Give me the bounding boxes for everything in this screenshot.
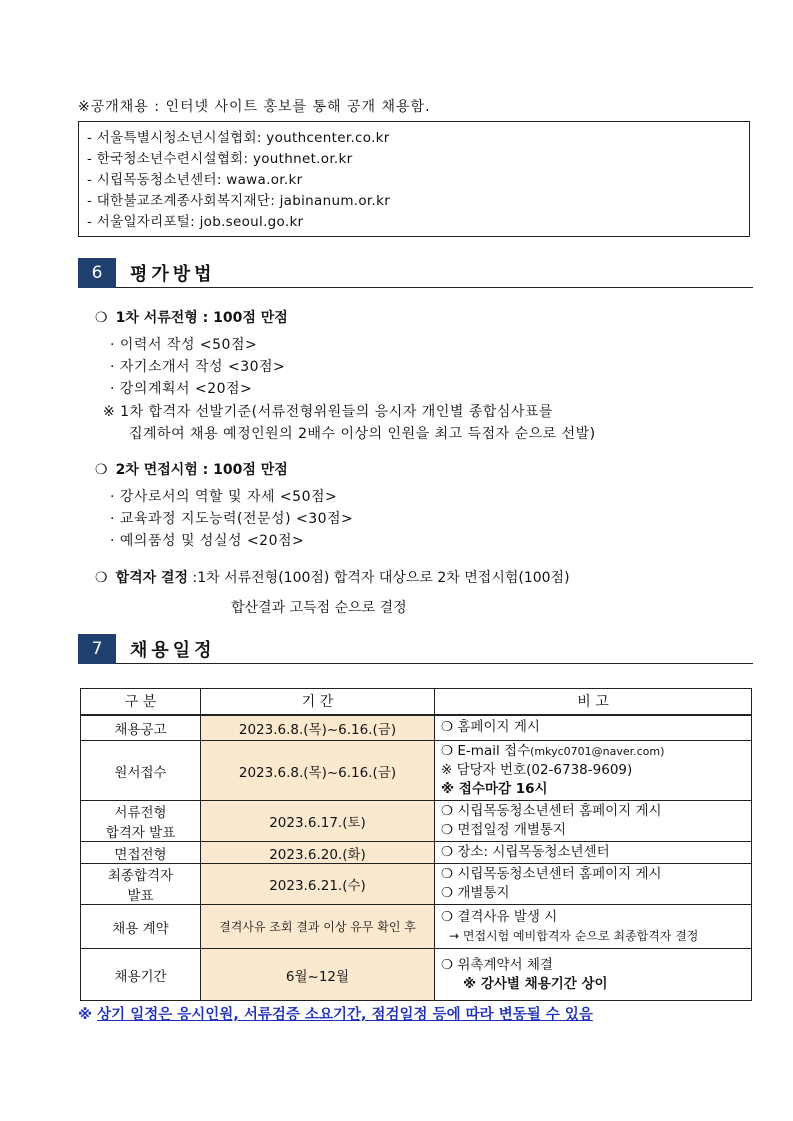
circle-bullet-icon: ❍ xyxy=(95,462,108,478)
eval-item: · 이력서 작성 <50점> xyxy=(110,337,258,353)
eval-note: ※ 1차 합격자 선발기준(서류전형위원들의 응시자 개인별 종합심사표를 xyxy=(103,404,553,420)
section-title: 평가방법 xyxy=(130,264,216,285)
section-7-header xyxy=(78,634,753,664)
table-row: 원서접수 2023.6.8.(목)~6.16.(금) ❍ E-mail 접수(mkyc0701@naver.com) ※ 담당자 번호(02-6738-9609) ※ 접수마감 16시 xyxy=(81,741,752,801)
table-row: 채용기간 6월~12월 ❍ 위촉계약서 체결 ※ 강사별 채용기간 상이 xyxy=(81,949,752,1001)
site-list-item: - 서울일자리포털: job.seoul.go.kr xyxy=(87,214,304,230)
section-6-header xyxy=(78,258,753,288)
site-list-item: - 한국청소년수련시설협회: youthnet.or.kr xyxy=(87,151,353,167)
eval-item: · 강의계획서 <20점> xyxy=(110,381,253,397)
site-list-item: - 서울특별시청소년시설협회: youthcenter.co.kr xyxy=(87,130,390,146)
section-number: 6 xyxy=(78,258,116,288)
section-title: 채용일정 xyxy=(130,640,216,661)
final-text-cont: 합산결과 고득점 순으로 결정 xyxy=(231,600,407,616)
final-heading: 합격자 결정 xyxy=(115,570,189,586)
eval-item: · 예의품성 및 성실성 <20점> xyxy=(110,533,305,549)
eval-first-heading: ❍ 1차 서류전형 : 100점 만점 xyxy=(95,310,288,326)
site-list-item: - 시립목동청소년센터: wawa.or.kr xyxy=(87,172,303,188)
table-row: 면접전형 2023.6.20.(화) ❍ 장소: 시립목동청소년센터 xyxy=(81,842,752,864)
email-address: (mkyc0701@naver.com) xyxy=(530,745,665,758)
eval-item: · 자기소개서 작성 <30점> xyxy=(110,359,286,375)
eval-item: · 강사로서의 역할 및 자세 <50점> xyxy=(110,489,338,505)
eval-item: · 교육과정 지도능력(전문성) <30점> xyxy=(110,511,354,527)
site-list-box xyxy=(78,121,750,237)
eval-second-heading: ❍ 2차 면접시험 : 100점 만점 xyxy=(95,462,288,478)
table-row: 최종합격자 발표 2023.6.21.(수) ❍ 시립목동청소년센터 홈페이지 게시 ❍ 개별통지 xyxy=(81,864,752,905)
table-row: 채용 계약 결격사유 조회 결과 이상 유무 확인 후 ❍ 결격사유 발생 시 → 면접시험 예비합격자 순으로 최종합격자 결정 xyxy=(81,905,752,949)
eval-note: 집계하여 채용 예정인원의 2배수 이상의 인원을 최고 득점자 순으로 선발) xyxy=(129,426,596,442)
circle-bullet-icon: ❍ xyxy=(95,570,108,586)
site-list-item: - 대한불교조계종사회복지재단: jabinanum.or.kr xyxy=(87,193,391,209)
schedule-change-notice: ※ 상기 일정은 응시인원, 서류검증 소요기간, 점검일정 등에 따라 변동될 수 있음 xyxy=(78,1007,593,1023)
header-remarks: 비 고 xyxy=(435,689,752,715)
eval-final xyxy=(95,567,570,587)
table-row: 채용공고 2023.6.8.(목)~6.16.(금) ❍ 홈페이지 게시 xyxy=(81,715,752,741)
intro-text: ※공개채용 : 인터넷 사이트 홍보를 통해 공개 채용함. xyxy=(78,99,431,115)
schedule-table xyxy=(80,688,752,1001)
final-text: :1차 서류전형(100점) 합격자 대상으로 2차 면접시험(100점) xyxy=(188,570,570,586)
table-row: 서류전형 합격자 발표 2023.6.17.(토) ❍ 시립목동청소년센터 홈페이지 게시 ❍ 면접일정 개별통지 xyxy=(81,801,752,842)
section-number: 7 xyxy=(78,634,116,664)
header-period: 기 간 xyxy=(201,689,435,715)
header-category: 구 분 xyxy=(81,689,201,715)
circle-bullet-icon: ❍ xyxy=(95,310,108,326)
